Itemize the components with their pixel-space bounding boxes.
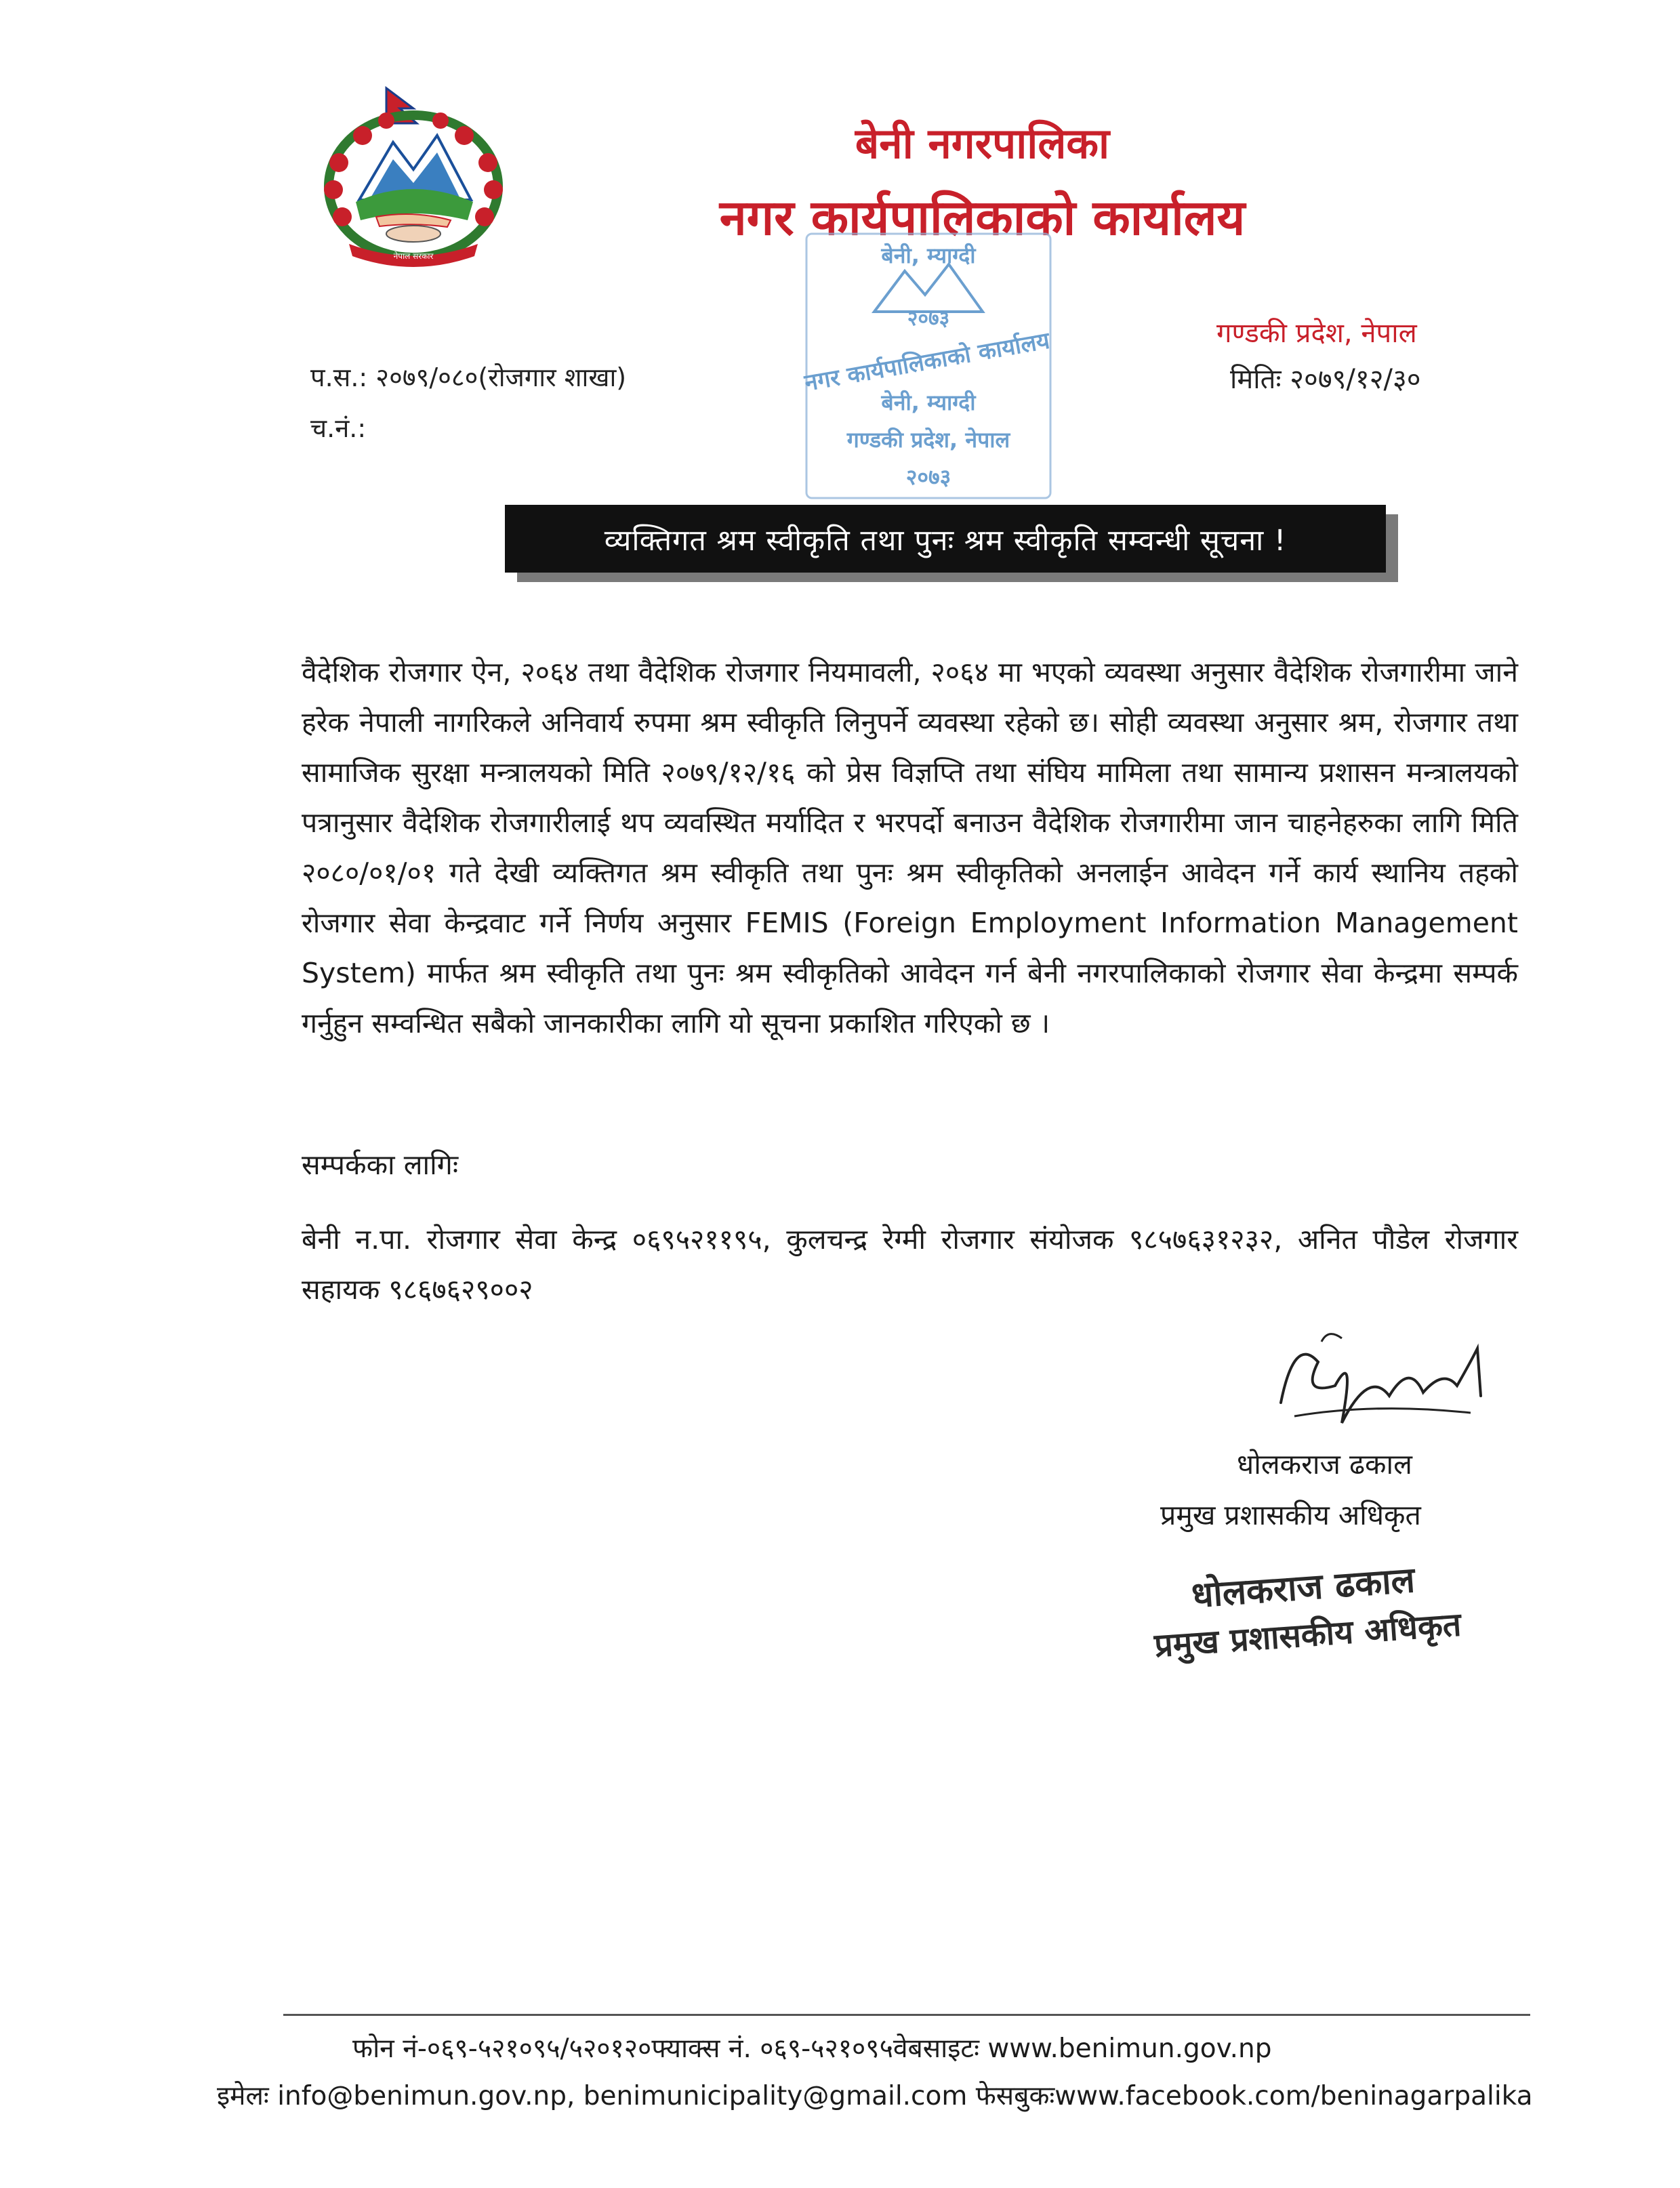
seal-line: बेनी, म्याग्दी bbox=[881, 390, 976, 415]
municipality-name: बेनी नगरपालिका bbox=[855, 119, 1110, 168]
signatory-title: प्रमुख प्रशासकीय अधिकृत bbox=[1160, 1499, 1421, 1531]
notice-title: व्यक्तिगत श्रम स्वीकृति तथा पुनः श्रम स्वीकृति सम्वन्धी सूचना ! bbox=[604, 523, 1287, 558]
stamp-name: धोलकराज ढकाल bbox=[1190, 1560, 1416, 1616]
footer-divider bbox=[283, 2014, 1530, 2016]
document-date: मितिः २०७९/१२/३० bbox=[1230, 364, 1421, 395]
dispatch-number: च.नं.: bbox=[310, 413, 367, 443]
emblem-motto: नेपाल सरकार bbox=[393, 251, 434, 261]
reference-number: प.स.: २०७९/०८०(रोजगार शाखा) bbox=[310, 363, 627, 392]
stamp-title: प्रमुख प्रशासकीय अधिकृत bbox=[1153, 1605, 1462, 1665]
seal-line: बेनी, म्याग्दी bbox=[881, 243, 976, 268]
handwritten-signature bbox=[1254, 1321, 1498, 1443]
footer-contact-line: फोन नं-०६९-५२१०९५/५२०१२०फ्याक्स नं. ०६९-५२१०९५वेबसाइटः www.benimun.gov.np bbox=[352, 2034, 1272, 2064]
notice-body: वैदेशिक रोजगार ऐन, २०६४ तथा वैदेशिक रोजगार नियमावली, २०६४ मा भएको व्यवस्था अनुसार वैदेशिक रोजगारीमा जाने हरेक नेपाली नागरिकले अनिवार्य रुपमा श्रम स्वीकृति लिनुपर्ने व्यवस्था रहेको छ। सोही व्यवस्था अनुसार श्रम, रोजगार तथा सामाजिक सुरक्षा मन्त्रालयको मिति २०७९/१२/१६ को प्रेस विज्ञप्ति तथा संघिय मामिला तथा सामान्य प्रशासन मन्त्रालयको पत्रानुसार वैदेशिक रोजगारीलाई थप व्यवस्थित मर्यादित र भरपर्दो बनाउन वैदेशिक रोजगारीमा जान चाहनेहरुका लागि मिति २०८०/०१/०१ गते देखी व्यक्तिगत श्रम स्वीकृति तथा पुनः श्रम स्वीकृतिको अनलाईन आवेदन गर्ने कार्य स्थानिय तहको रोजगार सेवा केन्द्रवाट गर्ने निर्णय अनुसार FEMIS (Foreign Employment Information Management System) मार्फत श्रम स्वीकृति तथा पुनः श्रम स्वीकृतिको आवेदन गर्न बेनी नगरपालिकाको रोजगार सेवा केन्द्रमा सम्पर्क गर्नुहुन सम्वन्धित सबैको जानकारीका लागि यो सूचना प्रकाशित गरिएको छ । bbox=[302, 656, 1518, 1039]
contact-heading: सम्पर्कका लागिः bbox=[302, 1149, 459, 1181]
signatory-name: धोलकराज ढकाल bbox=[1237, 1448, 1412, 1481]
contact-details: बेनी न.पा. रोजगार सेवा केन्द्र ०६९५२११९५, कुलचन्द्र रेग्मी रोजगार संयोजक ९८५७६३१२३२, अनित पौडेल रोजगार सहायक ९८६७६२९००२ bbox=[302, 1223, 1518, 1306]
footer-online-line: इमेलः info@benimun.gov.np, benimunicipality@gmail.com फेसबुकःwww.facebook.com/beninagarpalika bbox=[217, 2081, 1533, 2111]
seal-line: गण्डकी प्रदेश, नेपाल bbox=[846, 427, 1010, 453]
seal-line: नगर कार्यपालिकाको कार्यालय bbox=[802, 327, 1052, 397]
seal-line: २०७३ bbox=[905, 464, 951, 490]
notice-title-banner bbox=[505, 505, 1386, 573]
office-name: नगर कार्यपालिकाको कार्यालय bbox=[719, 189, 1246, 246]
office-seal-stamp bbox=[786, 224, 1071, 508]
name-stamp bbox=[1142, 1535, 1515, 1676]
province-label: गण्डकी प्रदेश, नेपाल bbox=[1216, 318, 1417, 349]
seal-line: २०७३ bbox=[907, 307, 950, 331]
